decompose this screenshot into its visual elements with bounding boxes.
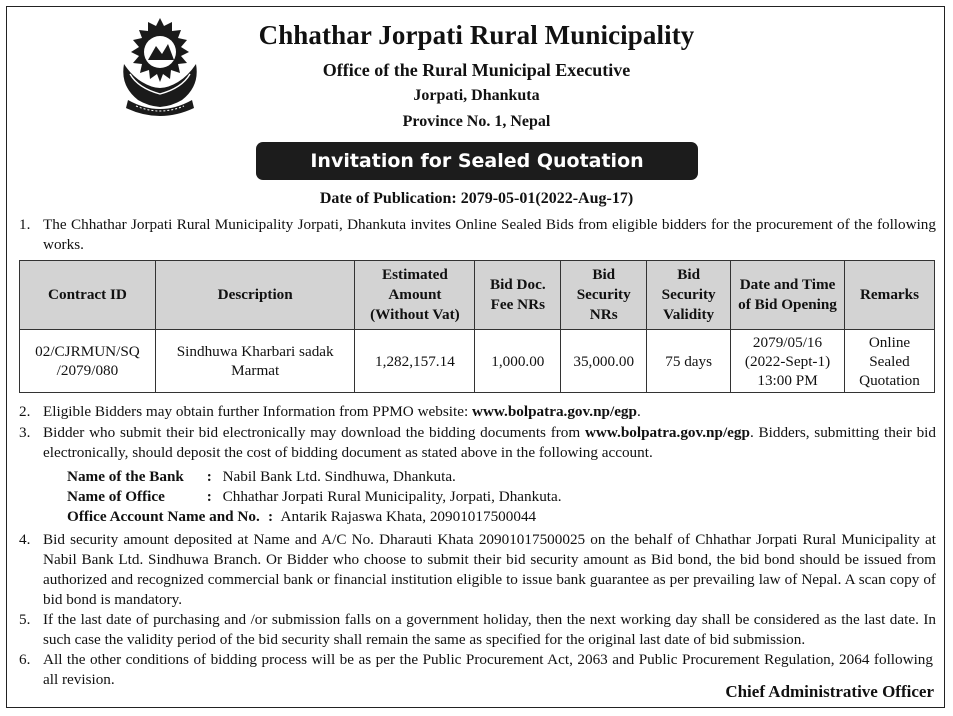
cell-description: Sindhuwa Kharbari sadak Marmat xyxy=(155,330,355,393)
cell-opening: 2079/05/16 (2022-Sept-1) 13:00 PM xyxy=(731,330,845,393)
ppmo-website-link[interactable]: www.bolpatra.gov.np/egp xyxy=(471,403,637,420)
header-bid-fee: Bid Doc. Fee NRs xyxy=(475,261,561,330)
item-number: 2. xyxy=(19,403,31,420)
item-number: 4. xyxy=(19,531,31,548)
header-bid-security: Bid Security NRs xyxy=(561,261,647,330)
municipality-name: Chhathar Jorpati Rural Municipality xyxy=(258,20,695,50)
table-row xyxy=(20,330,935,393)
colon: : xyxy=(206,468,212,485)
office-name: Office of the Rural Municipal Executive xyxy=(322,60,631,80)
province-name: Province No. 1, Nepal xyxy=(402,113,551,130)
colon: : xyxy=(268,508,274,525)
header-description: Description xyxy=(155,261,355,330)
item-5-text: If the last date of purchasing and /or submission falls on a government holiday, then the next working day shall be considered as the last date. In such case the validity period of the bid security shall remain the same as specified for the original last date of bid submission. xyxy=(43,611,936,648)
item-number: 5. xyxy=(19,611,31,628)
account-bank-row xyxy=(67,467,456,487)
account-office-row xyxy=(67,487,562,507)
publication-date: Date of Publication: 2079-05-01(2022-Aug-17) xyxy=(319,190,634,207)
header-contract-id: Contract ID xyxy=(20,261,156,330)
office-location: Jorpati, Dhankuta xyxy=(413,87,540,104)
bolpatra-link[interactable]: www.bolpatra.gov.np/egp xyxy=(584,424,750,441)
header-estimated-amount: Estimated Amount (Without Vat) xyxy=(355,261,475,330)
item-number: 3. xyxy=(19,424,31,441)
account-value: Antarik Rajaswa Khata, 20901017500044 xyxy=(280,508,537,525)
header-opening: Date and Time of Bid Opening xyxy=(731,261,845,330)
account-number-row xyxy=(67,507,536,527)
cell-estimated-amount: 1,282,157.14 xyxy=(355,330,475,393)
item-3-text: Bidder who submit their bid electronically may download the bidding documents from www.bolpatra.gov.np/egp. Bidders, submitting their bid electronically, should deposit the cost of bidding document as stated above in the following account. xyxy=(43,424,936,461)
account-label: Office Account Name and No. xyxy=(67,508,260,525)
cell-bid-security: 35,000.00 xyxy=(561,330,647,393)
item-4-text: Bid security amount deposited at Name and A/C No. Dharauti Khata 20901017500025 on the behalf of Chhathar Jorpati Rural Municipality at Nabil Bank Ltd. Sindhuwa Branch. Or Bidder who choose to submit their bid security amount as Bid bond, the bid bond should be issued from authorized and recognized commercial bank or financial institution eligible to issue bank guarantee as per prevailing law of Nepal. A scan copy of bid bond is mandatory. xyxy=(43,531,936,608)
item-1-text: The Chhathar Jorpati Rural Municipality Jorpati, Dhankuta invites Online Sealed Bids from eligible bidders for the procurement of the following works. xyxy=(43,216,936,253)
item-number: 1. xyxy=(19,216,31,233)
table-header-row xyxy=(20,261,935,330)
cell-bid-fee: 1,000.00 xyxy=(475,330,561,393)
colon: : xyxy=(206,488,212,505)
cell-validity: 75 days xyxy=(647,330,731,393)
bid-table xyxy=(19,260,935,393)
cell-remarks: Online Sealed Quotation xyxy=(844,330,934,393)
header-validity: Bid Security Validity xyxy=(647,261,731,330)
header-remarks: Remarks xyxy=(844,261,934,330)
item-number: 6. xyxy=(19,651,31,668)
office-label: Name of Office xyxy=(67,488,165,505)
item-2-text: Eligible Bidders may obtain further Information from PPMO website: www.bolpatra.gov.np/egp. xyxy=(43,403,641,420)
office-value: Chhathar Jorpati Rural Municipality, Jorpati, Dhankuta. xyxy=(222,488,562,505)
cell-contract-id: 02/CJRMUN/SQ /2079/080 xyxy=(20,330,156,393)
item-6-text: All the other conditions of bidding process will be as per the Public Procurement Act, 2063 and Public Procurement Regulation, 2064 following all revision. xyxy=(43,651,933,688)
notice-title-banner: Invitation for Sealed Quotation xyxy=(256,142,698,180)
signature-title: Chief Administrative Officer xyxy=(725,682,934,701)
bank-label: Name of the Bank xyxy=(67,468,184,485)
bank-value: Nabil Bank Ltd. Sindhuwa, Dhankuta. xyxy=(222,468,456,485)
